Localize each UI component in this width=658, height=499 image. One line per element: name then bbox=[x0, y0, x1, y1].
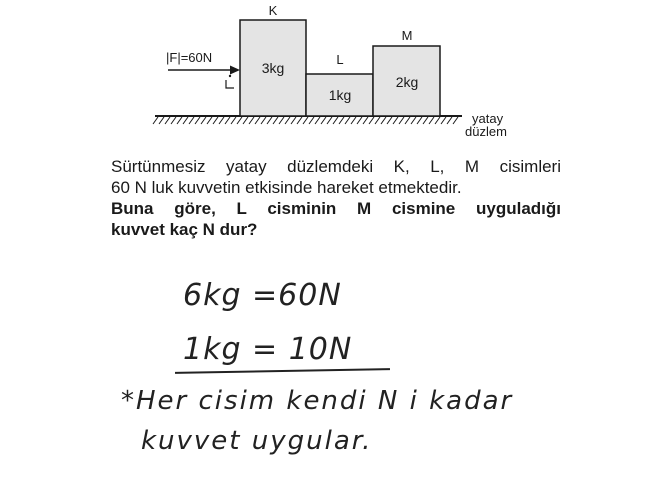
block-l-letter: L bbox=[336, 52, 344, 67]
physics-diagram bbox=[0, 0, 658, 150]
question-line-2: 60 N luk kuvvetin etkisinde hareket etmektedir. bbox=[111, 178, 462, 197]
question-text bbox=[111, 156, 561, 240]
handwritten-line-3: *Her cisim kendi N i kadar bbox=[121, 386, 514, 416]
handwritten-line-1: 6kg =60N bbox=[183, 278, 342, 313]
force-label: |F|=60N bbox=[166, 50, 213, 65]
block-m-letter: M bbox=[401, 28, 413, 43]
block-m-mass: 2kg bbox=[395, 74, 419, 90]
block-k-mass: 3kg bbox=[261, 60, 285, 76]
surface-label-yatay: yatay bbox=[472, 111, 504, 126]
question-line-4: kuvvet kaç N dur? bbox=[111, 220, 258, 239]
ground-hatching bbox=[153, 117, 458, 124]
handwritten-underline bbox=[175, 368, 390, 374]
surface-label-duzlem: düzlem bbox=[465, 124, 507, 139]
question-line-3: Buna göre, L cisminin M cismine uyguladığı bbox=[111, 199, 561, 218]
force-arrow bbox=[168, 66, 240, 89]
handwritten-line-4: kuvvet uygular. bbox=[141, 426, 373, 456]
block-k-letter: K bbox=[268, 3, 278, 18]
question-line-1: Sürtünmesiz yatay düzlemdeki K, L, M cisimleri bbox=[111, 157, 561, 176]
block-l-mass: 1kg bbox=[328, 87, 352, 103]
handwritten-line-2: 1kg = 10N bbox=[183, 332, 353, 367]
